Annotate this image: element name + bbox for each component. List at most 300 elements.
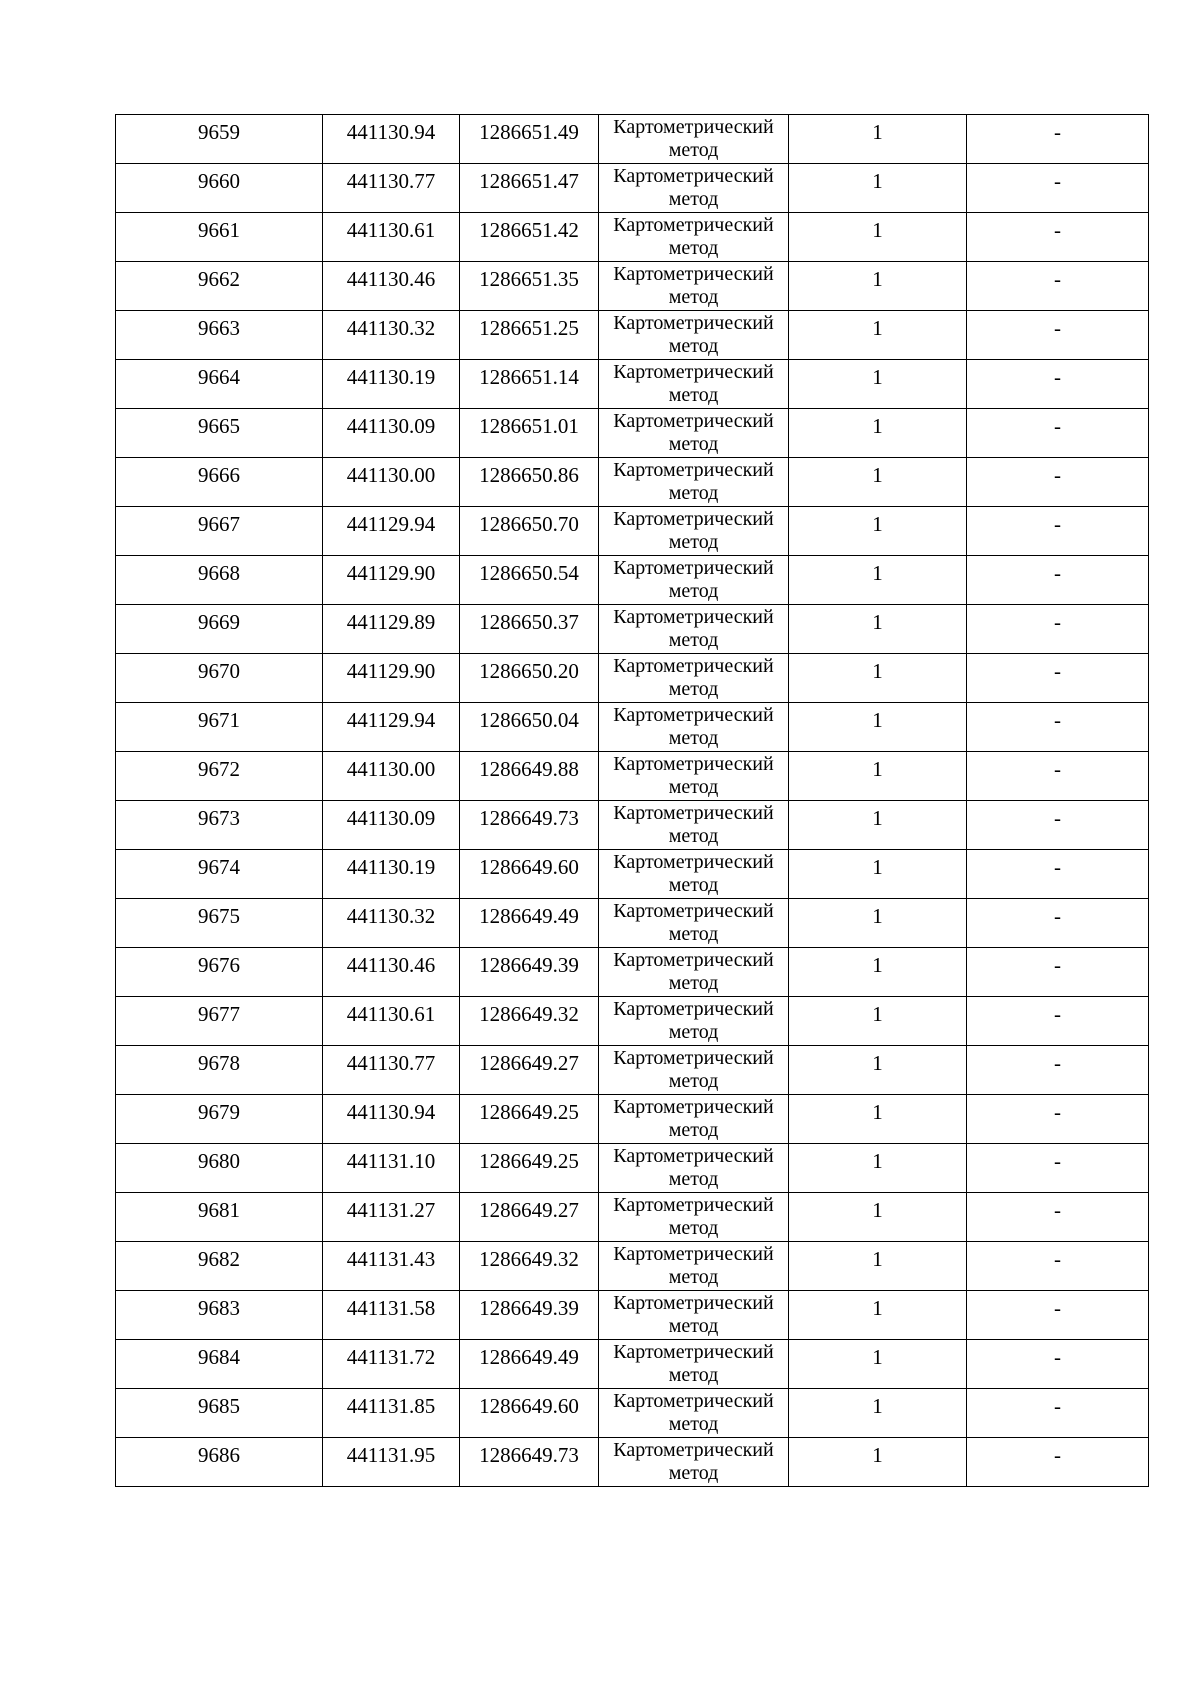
x-coordinate-value: 441129.94 bbox=[346, 708, 436, 732]
cell-x-coordinate bbox=[323, 605, 460, 654]
cell-y-coordinate bbox=[460, 311, 599, 360]
description-value: - bbox=[1054, 1100, 1061, 1124]
description-value: - bbox=[1054, 365, 1061, 389]
cell-x-coordinate bbox=[323, 1095, 460, 1144]
cell-y-coordinate bbox=[460, 752, 599, 801]
cell-description bbox=[967, 801, 1149, 850]
x-coordinate-value: 441130.46 bbox=[346, 953, 436, 977]
cell-point-number bbox=[116, 213, 323, 262]
cell-description bbox=[967, 213, 1149, 262]
point-number-value: 9677 bbox=[198, 1002, 240, 1026]
x-coordinate-value: 441129.90 bbox=[346, 659, 436, 683]
x-coordinate-value: 441130.61 bbox=[346, 1002, 436, 1026]
cell-point-number bbox=[116, 1095, 323, 1144]
table-row bbox=[116, 899, 1149, 948]
method-value: Картометрический метод bbox=[613, 1439, 774, 1484]
y-coordinate-value: 1286651.49 bbox=[479, 120, 579, 144]
cell-y-coordinate bbox=[460, 1291, 599, 1340]
y-coordinate-value: 1286649.27 bbox=[479, 1198, 579, 1222]
cell-y-coordinate bbox=[460, 1242, 599, 1291]
method-value: Картометрический метод bbox=[613, 949, 774, 994]
point-number-value: 9669 bbox=[198, 610, 240, 634]
cell-description bbox=[967, 458, 1149, 507]
cell-point-number bbox=[116, 458, 323, 507]
cell-point-number bbox=[116, 164, 323, 213]
cell-method bbox=[599, 899, 789, 948]
y-coordinate-value: 1286650.37 bbox=[479, 610, 579, 634]
accuracy-value: 1 bbox=[872, 561, 883, 585]
cell-description bbox=[967, 703, 1149, 752]
table-row bbox=[116, 801, 1149, 850]
cell-method bbox=[599, 458, 789, 507]
table-row bbox=[116, 1144, 1149, 1193]
cell-method bbox=[599, 1046, 789, 1095]
cell-description bbox=[967, 409, 1149, 458]
cell-description bbox=[967, 262, 1149, 311]
method-value: Картометрический метод bbox=[613, 606, 774, 651]
cell-description bbox=[967, 752, 1149, 801]
description-value: - bbox=[1054, 806, 1061, 830]
y-coordinate-value: 1286650.54 bbox=[479, 561, 579, 585]
table-row bbox=[116, 556, 1149, 605]
cell-x-coordinate bbox=[323, 360, 460, 409]
description-value: - bbox=[1054, 414, 1061, 438]
x-coordinate-value: 441131.72 bbox=[346, 1345, 436, 1369]
cell-description bbox=[967, 899, 1149, 948]
point-number-value: 9673 bbox=[198, 806, 240, 830]
accuracy-value: 1 bbox=[872, 1002, 883, 1026]
cell-description bbox=[967, 997, 1149, 1046]
cell-description bbox=[967, 948, 1149, 997]
cell-y-coordinate bbox=[460, 1438, 599, 1487]
cell-description bbox=[967, 164, 1149, 213]
cell-y-coordinate bbox=[460, 1095, 599, 1144]
y-coordinate-value: 1286649.73 bbox=[479, 806, 579, 830]
description-value: - bbox=[1054, 659, 1061, 683]
cell-y-coordinate bbox=[460, 801, 599, 850]
cell-point-number bbox=[116, 556, 323, 605]
cell-y-coordinate bbox=[460, 458, 599, 507]
table-row bbox=[116, 997, 1149, 1046]
description-value: - bbox=[1054, 1443, 1061, 1467]
cell-point-number bbox=[116, 899, 323, 948]
method-value: Картометрический метод bbox=[613, 214, 774, 259]
cell-point-number bbox=[116, 654, 323, 703]
cell-accuracy bbox=[789, 752, 967, 801]
cell-accuracy bbox=[789, 311, 967, 360]
description-value: - bbox=[1054, 1198, 1061, 1222]
cell-accuracy bbox=[789, 1144, 967, 1193]
cell-point-number bbox=[116, 605, 323, 654]
cell-method bbox=[599, 1340, 789, 1389]
method-value: Картометрический метод bbox=[613, 263, 774, 308]
table-row bbox=[116, 752, 1149, 801]
cell-accuracy bbox=[789, 899, 967, 948]
cell-y-coordinate bbox=[460, 360, 599, 409]
cell-x-coordinate bbox=[323, 409, 460, 458]
cell-description bbox=[967, 1291, 1149, 1340]
accuracy-value: 1 bbox=[872, 757, 883, 781]
point-number-value: 9663 bbox=[198, 316, 240, 340]
table-row bbox=[116, 262, 1149, 311]
cell-x-coordinate bbox=[323, 1438, 460, 1487]
cell-point-number bbox=[116, 850, 323, 899]
point-number-value: 9668 bbox=[198, 561, 240, 585]
cell-x-coordinate bbox=[323, 213, 460, 262]
accuracy-value: 1 bbox=[872, 806, 883, 830]
cell-description bbox=[967, 605, 1149, 654]
description-value: - bbox=[1054, 169, 1061, 193]
point-number-value: 9678 bbox=[198, 1051, 240, 1075]
cell-description bbox=[967, 556, 1149, 605]
cell-method bbox=[599, 360, 789, 409]
cell-y-coordinate bbox=[460, 703, 599, 752]
cell-accuracy bbox=[789, 262, 967, 311]
description-value: - bbox=[1054, 120, 1061, 144]
cell-description bbox=[967, 1389, 1149, 1438]
y-coordinate-value: 1286649.60 bbox=[479, 855, 579, 879]
method-value: Картометрический метод bbox=[613, 557, 774, 602]
table-row bbox=[116, 360, 1149, 409]
cell-accuracy bbox=[789, 850, 967, 899]
cell-method bbox=[599, 556, 789, 605]
cell-y-coordinate bbox=[460, 654, 599, 703]
description-value: - bbox=[1054, 1345, 1061, 1369]
table-row bbox=[116, 1095, 1149, 1144]
description-value: - bbox=[1054, 1051, 1061, 1075]
cell-y-coordinate bbox=[460, 262, 599, 311]
cell-point-number bbox=[116, 262, 323, 311]
cell-method bbox=[599, 1389, 789, 1438]
cell-method bbox=[599, 703, 789, 752]
point-number-value: 9683 bbox=[198, 1296, 240, 1320]
point-number-value: 9674 bbox=[198, 855, 240, 879]
table-row bbox=[116, 1340, 1149, 1389]
cell-y-coordinate bbox=[460, 1144, 599, 1193]
cell-accuracy bbox=[789, 115, 967, 164]
y-coordinate-value: 1286649.73 bbox=[479, 1443, 579, 1467]
cell-x-coordinate bbox=[323, 1144, 460, 1193]
cell-description bbox=[967, 850, 1149, 899]
cell-x-coordinate bbox=[323, 458, 460, 507]
method-value: Картометрический метод bbox=[613, 802, 774, 847]
cell-accuracy bbox=[789, 1291, 967, 1340]
cell-point-number bbox=[116, 703, 323, 752]
accuracy-value: 1 bbox=[872, 1394, 883, 1418]
table-row bbox=[116, 115, 1149, 164]
x-coordinate-value: 441131.10 bbox=[346, 1149, 436, 1173]
cell-x-coordinate bbox=[323, 311, 460, 360]
x-coordinate-value: 441129.94 bbox=[346, 512, 436, 536]
description-value: - bbox=[1054, 953, 1061, 977]
cell-method bbox=[599, 605, 789, 654]
cell-accuracy bbox=[789, 409, 967, 458]
cell-method bbox=[599, 1438, 789, 1487]
table-row bbox=[116, 605, 1149, 654]
cell-accuracy bbox=[789, 997, 967, 1046]
description-value: - bbox=[1054, 1149, 1061, 1173]
cell-method bbox=[599, 948, 789, 997]
method-value: Картометрический метод bbox=[613, 851, 774, 896]
cell-accuracy bbox=[789, 360, 967, 409]
cell-y-coordinate bbox=[460, 213, 599, 262]
y-coordinate-value: 1286650.86 bbox=[479, 463, 579, 487]
point-number-value: 9675 bbox=[198, 904, 240, 928]
cell-y-coordinate bbox=[460, 115, 599, 164]
coordinates-table-body bbox=[116, 115, 1149, 1487]
description-value: - bbox=[1054, 855, 1061, 879]
point-number-value: 9680 bbox=[198, 1149, 240, 1173]
cell-accuracy bbox=[789, 654, 967, 703]
cell-method bbox=[599, 1095, 789, 1144]
point-number-value: 9676 bbox=[198, 953, 240, 977]
cell-method bbox=[599, 164, 789, 213]
accuracy-value: 1 bbox=[872, 365, 883, 389]
cell-x-coordinate bbox=[323, 115, 460, 164]
x-coordinate-value: 441130.09 bbox=[346, 414, 436, 438]
method-value: Картометрический метод bbox=[613, 1145, 774, 1190]
description-value: - bbox=[1054, 316, 1061, 340]
accuracy-value: 1 bbox=[872, 1345, 883, 1369]
point-number-value: 9682 bbox=[198, 1247, 240, 1271]
x-coordinate-value: 441129.89 bbox=[346, 610, 436, 634]
cell-accuracy bbox=[789, 948, 967, 997]
cell-accuracy bbox=[789, 458, 967, 507]
cell-description bbox=[967, 115, 1149, 164]
table-row bbox=[116, 850, 1149, 899]
x-coordinate-value: 441130.00 bbox=[346, 757, 436, 781]
method-value: Картометрический метод bbox=[613, 1194, 774, 1239]
x-coordinate-value: 441130.19 bbox=[346, 365, 436, 389]
y-coordinate-value: 1286651.14 bbox=[479, 365, 579, 389]
cell-method bbox=[599, 654, 789, 703]
table-row bbox=[116, 1046, 1149, 1095]
description-value: - bbox=[1054, 904, 1061, 928]
cell-x-coordinate bbox=[323, 752, 460, 801]
cell-x-coordinate bbox=[323, 997, 460, 1046]
table-row bbox=[116, 507, 1149, 556]
accuracy-value: 1 bbox=[872, 1100, 883, 1124]
cell-x-coordinate bbox=[323, 262, 460, 311]
cell-point-number bbox=[116, 1242, 323, 1291]
point-number-value: 9679 bbox=[198, 1100, 240, 1124]
x-coordinate-value: 441130.77 bbox=[346, 169, 436, 193]
cell-point-number bbox=[116, 409, 323, 458]
cell-accuracy bbox=[789, 507, 967, 556]
accuracy-value: 1 bbox=[872, 610, 883, 634]
method-value: Картометрический метод bbox=[613, 753, 774, 798]
method-value: Картометрический метод bbox=[613, 900, 774, 945]
point-number-value: 9667 bbox=[198, 512, 240, 536]
cell-accuracy bbox=[789, 213, 967, 262]
table-row bbox=[116, 311, 1149, 360]
cell-y-coordinate bbox=[460, 850, 599, 899]
y-coordinate-value: 1286651.35 bbox=[479, 267, 579, 291]
cell-x-coordinate bbox=[323, 948, 460, 997]
x-coordinate-value: 441131.27 bbox=[346, 1198, 436, 1222]
cell-x-coordinate bbox=[323, 703, 460, 752]
cell-method bbox=[599, 1193, 789, 1242]
cell-method bbox=[599, 1144, 789, 1193]
cell-description bbox=[967, 1046, 1149, 1095]
accuracy-value: 1 bbox=[872, 1296, 883, 1320]
point-number-value: 9672 bbox=[198, 757, 240, 781]
table-row bbox=[116, 458, 1149, 507]
description-value: - bbox=[1054, 708, 1061, 732]
cell-y-coordinate bbox=[460, 1193, 599, 1242]
cell-point-number bbox=[116, 360, 323, 409]
cell-point-number bbox=[116, 1144, 323, 1193]
cell-y-coordinate bbox=[460, 605, 599, 654]
y-coordinate-value: 1286649.32 bbox=[479, 1247, 579, 1271]
x-coordinate-value: 441131.95 bbox=[346, 1443, 436, 1467]
description-value: - bbox=[1054, 757, 1061, 781]
y-coordinate-value: 1286649.39 bbox=[479, 1296, 579, 1320]
cell-point-number bbox=[116, 948, 323, 997]
cell-description bbox=[967, 1340, 1149, 1389]
y-coordinate-value: 1286650.20 bbox=[479, 659, 579, 683]
method-value: Картометрический метод bbox=[613, 312, 774, 357]
cell-point-number bbox=[116, 1193, 323, 1242]
accuracy-value: 1 bbox=[872, 218, 883, 242]
cell-x-coordinate bbox=[323, 1389, 460, 1438]
description-value: - bbox=[1054, 1296, 1061, 1320]
table-row bbox=[116, 164, 1149, 213]
x-coordinate-value: 441130.94 bbox=[346, 120, 436, 144]
cell-accuracy bbox=[789, 164, 967, 213]
cell-method bbox=[599, 1291, 789, 1340]
cell-accuracy bbox=[789, 1193, 967, 1242]
method-value: Картометрический метод bbox=[613, 508, 774, 553]
cell-point-number bbox=[116, 752, 323, 801]
y-coordinate-value: 1286651.42 bbox=[479, 218, 579, 242]
description-value: - bbox=[1054, 1394, 1061, 1418]
point-number-value: 9659 bbox=[198, 120, 240, 144]
cell-accuracy bbox=[789, 1095, 967, 1144]
y-coordinate-value: 1286649.27 bbox=[479, 1051, 579, 1075]
point-number-value: 9686 bbox=[198, 1443, 240, 1467]
y-coordinate-value: 1286649.49 bbox=[479, 904, 579, 928]
cell-description bbox=[967, 1438, 1149, 1487]
accuracy-value: 1 bbox=[872, 512, 883, 536]
x-coordinate-value: 441130.61 bbox=[346, 218, 436, 242]
x-coordinate-value: 441130.32 bbox=[346, 904, 436, 928]
accuracy-value: 1 bbox=[872, 1443, 883, 1467]
table-row bbox=[116, 213, 1149, 262]
accuracy-value: 1 bbox=[872, 120, 883, 144]
cell-description bbox=[967, 507, 1149, 556]
y-coordinate-value: 1286649.25 bbox=[479, 1149, 579, 1173]
method-value: Картометрический метод bbox=[613, 165, 774, 210]
description-value: - bbox=[1054, 561, 1061, 585]
cell-x-coordinate bbox=[323, 1242, 460, 1291]
accuracy-value: 1 bbox=[872, 1051, 883, 1075]
cell-y-coordinate bbox=[460, 1340, 599, 1389]
method-value: Картометрический метод bbox=[613, 410, 774, 455]
cell-method bbox=[599, 507, 789, 556]
x-coordinate-value: 441129.90 bbox=[346, 561, 436, 585]
cell-accuracy bbox=[789, 703, 967, 752]
method-value: Картометрический метод bbox=[613, 1243, 774, 1288]
table-row bbox=[116, 1193, 1149, 1242]
cell-x-coordinate bbox=[323, 507, 460, 556]
y-coordinate-value: 1286649.88 bbox=[479, 757, 579, 781]
accuracy-value: 1 bbox=[872, 1198, 883, 1222]
description-value: - bbox=[1054, 512, 1061, 536]
cell-point-number bbox=[116, 115, 323, 164]
x-coordinate-value: 441130.94 bbox=[346, 1100, 436, 1124]
cell-method bbox=[599, 1242, 789, 1291]
cell-x-coordinate bbox=[323, 1291, 460, 1340]
x-coordinate-value: 441131.43 bbox=[346, 1247, 436, 1271]
cell-point-number bbox=[116, 507, 323, 556]
y-coordinate-value: 1286651.01 bbox=[479, 414, 579, 438]
cell-method bbox=[599, 850, 789, 899]
cell-accuracy bbox=[789, 605, 967, 654]
cell-point-number bbox=[116, 1340, 323, 1389]
cell-method bbox=[599, 752, 789, 801]
x-coordinate-value: 441130.09 bbox=[346, 806, 436, 830]
cell-y-coordinate bbox=[460, 1046, 599, 1095]
cell-accuracy bbox=[789, 801, 967, 850]
accuracy-value: 1 bbox=[872, 414, 883, 438]
y-coordinate-value: 1286650.70 bbox=[479, 512, 579, 536]
y-coordinate-value: 1286649.49 bbox=[479, 1345, 579, 1369]
method-value: Картометрический метод bbox=[613, 704, 774, 749]
cell-description bbox=[967, 1242, 1149, 1291]
cell-y-coordinate bbox=[460, 997, 599, 1046]
table-row bbox=[116, 1291, 1149, 1340]
cell-x-coordinate bbox=[323, 850, 460, 899]
accuracy-value: 1 bbox=[872, 855, 883, 879]
description-value: - bbox=[1054, 610, 1061, 634]
point-number-value: 9665 bbox=[198, 414, 240, 438]
description-value: - bbox=[1054, 218, 1061, 242]
table-row bbox=[116, 654, 1149, 703]
cell-point-number bbox=[116, 1438, 323, 1487]
table-row bbox=[116, 703, 1149, 752]
point-number-value: 9666 bbox=[198, 463, 240, 487]
method-value: Картометрический метод bbox=[613, 1341, 774, 1386]
cell-point-number bbox=[116, 1291, 323, 1340]
cell-x-coordinate bbox=[323, 1046, 460, 1095]
coordinates-table bbox=[115, 114, 1149, 1487]
cell-description bbox=[967, 654, 1149, 703]
cell-x-coordinate bbox=[323, 899, 460, 948]
y-coordinate-value: 1286651.25 bbox=[479, 316, 579, 340]
cell-description bbox=[967, 1095, 1149, 1144]
accuracy-value: 1 bbox=[872, 953, 883, 977]
accuracy-value: 1 bbox=[872, 708, 883, 732]
cell-accuracy bbox=[789, 1340, 967, 1389]
cell-y-coordinate bbox=[460, 556, 599, 605]
cell-accuracy bbox=[789, 1242, 967, 1291]
accuracy-value: 1 bbox=[872, 659, 883, 683]
method-value: Картометрический метод bbox=[613, 655, 774, 700]
x-coordinate-value: 441130.77 bbox=[346, 1051, 436, 1075]
accuracy-value: 1 bbox=[872, 904, 883, 928]
table-row bbox=[116, 1438, 1149, 1487]
point-number-value: 9681 bbox=[198, 1198, 240, 1222]
description-value: - bbox=[1054, 1002, 1061, 1026]
point-number-value: 9670 bbox=[198, 659, 240, 683]
table-row bbox=[116, 409, 1149, 458]
point-number-value: 9664 bbox=[198, 365, 240, 389]
cell-point-number bbox=[116, 997, 323, 1046]
x-coordinate-value: 441130.19 bbox=[346, 855, 436, 879]
cell-x-coordinate bbox=[323, 654, 460, 703]
cell-method bbox=[599, 997, 789, 1046]
